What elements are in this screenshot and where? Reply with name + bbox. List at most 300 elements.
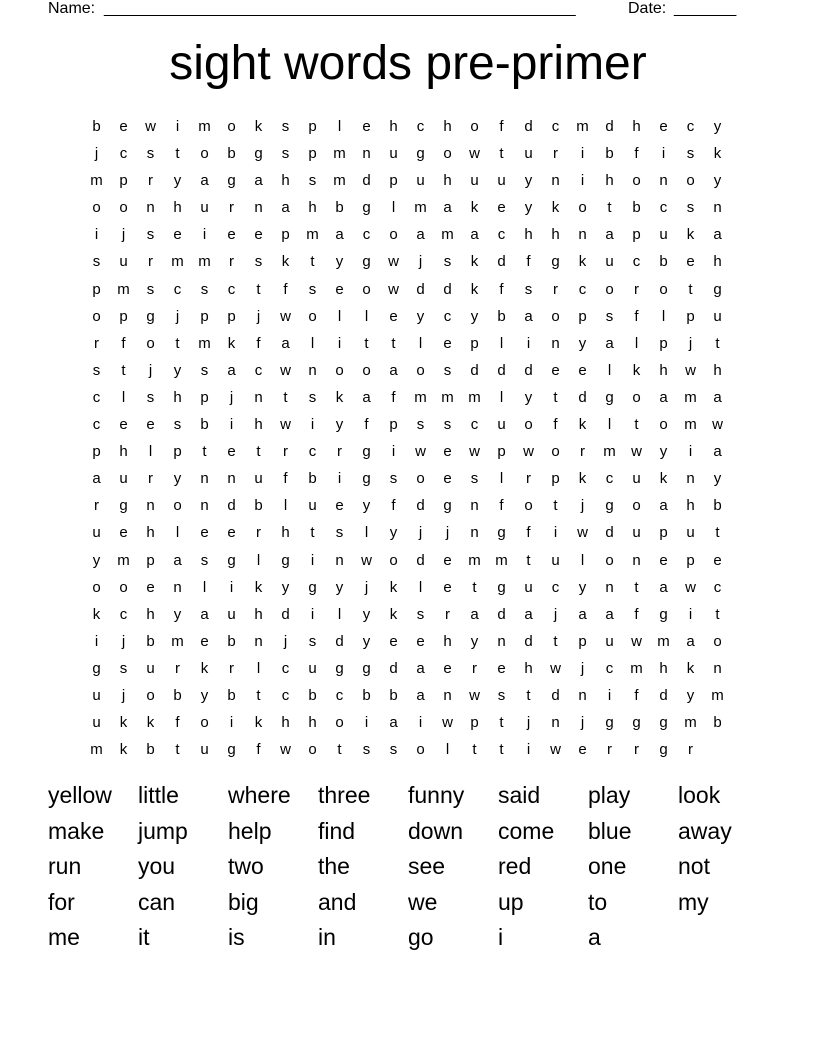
grid-letter[interactable]: b xyxy=(92,118,101,135)
grid-letter[interactable]: s xyxy=(416,416,425,434)
grid-letter[interactable]: s xyxy=(524,280,533,298)
grid-letter[interactable]: c xyxy=(632,253,641,271)
grid-letter[interactable]: t xyxy=(499,714,504,732)
grid-letter[interactable]: u xyxy=(416,172,425,190)
grid-letter[interactable]: s xyxy=(443,361,452,379)
grid-letter[interactable]: n xyxy=(443,686,452,704)
grid-letter[interactable]: k xyxy=(254,118,263,135)
grid-letter[interactable]: c xyxy=(443,307,452,325)
grid-letter[interactable]: p xyxy=(389,172,398,190)
grid-letter[interactable]: r xyxy=(607,741,612,759)
grid-letter[interactable]: d xyxy=(578,388,587,406)
grid-letter[interactable]: w xyxy=(550,741,561,759)
grid-letter[interactable]: p xyxy=(173,443,182,461)
grid-letter[interactable]: i xyxy=(175,118,180,135)
grid-letter[interactable]: b xyxy=(308,470,317,488)
grid-letter[interactable]: f xyxy=(634,307,639,325)
grid-letter[interactable]: i xyxy=(553,524,558,542)
grid-letter[interactable]: f xyxy=(634,605,639,623)
grid-letter[interactable]: h xyxy=(308,714,317,732)
grid-letter[interactable]: s xyxy=(200,551,209,569)
grid-letter[interactable]: f xyxy=(553,416,558,434)
grid-letter[interactable]: g xyxy=(308,578,317,596)
grid-letter[interactable]: s xyxy=(281,145,290,163)
grid-letter[interactable]: k xyxy=(146,714,155,732)
grid-letter[interactable]: l xyxy=(364,524,369,542)
grid-letter[interactable]: r xyxy=(688,741,693,759)
grid-letter[interactable]: i xyxy=(202,226,207,244)
grid-letter[interactable]: a xyxy=(605,334,614,352)
grid-letter[interactable]: e xyxy=(227,226,236,244)
grid-letter[interactable]: o xyxy=(659,416,668,434)
grid-letter[interactable]: t xyxy=(526,551,531,569)
grid-letter[interactable]: n xyxy=(146,199,155,217)
grid-letter[interactable]: f xyxy=(499,118,504,135)
grid-letter[interactable]: s xyxy=(254,253,263,271)
grid-letter[interactable]: l xyxy=(121,388,126,406)
grid-letter[interactable]: w xyxy=(280,361,291,379)
grid-letter[interactable]: n xyxy=(578,686,587,704)
grid-letter[interactable]: k xyxy=(578,253,587,271)
grid-letter[interactable]: n xyxy=(470,524,479,542)
grid-letter[interactable]: p xyxy=(470,334,479,352)
grid-letter[interactable]: k xyxy=(119,714,128,732)
grid-letter[interactable]: r xyxy=(94,334,99,352)
grid-letter[interactable]: f xyxy=(175,714,180,732)
grid-letter[interactable]: n xyxy=(335,551,344,569)
grid-letter[interactable]: c xyxy=(551,118,560,135)
grid-letter[interactable]: f xyxy=(391,497,396,515)
grid-letter[interactable]: h xyxy=(632,118,641,135)
grid-letter[interactable]: o xyxy=(632,388,641,406)
grid-letter[interactable]: m xyxy=(657,632,670,650)
grid-letter[interactable]: c xyxy=(281,659,290,677)
grid-letter[interactable]: g xyxy=(416,145,425,163)
grid-letter[interactable]: k xyxy=(578,470,587,488)
grid-letter[interactable]: c xyxy=(119,145,128,163)
grid-letter[interactable]: c xyxy=(686,118,695,135)
grid-letter[interactable]: j xyxy=(688,334,693,352)
grid-letter[interactable]: d xyxy=(551,686,560,704)
grid-letter[interactable]: b xyxy=(605,145,614,163)
grid-letter[interactable]: g xyxy=(713,280,722,298)
grid-letter[interactable]: r xyxy=(337,443,342,461)
grid-letter[interactable]: j xyxy=(121,686,126,704)
grid-letter[interactable]: e xyxy=(119,524,128,542)
grid-letter[interactable]: b xyxy=(389,686,398,704)
grid-letter[interactable]: n xyxy=(254,632,263,650)
grid-letter[interactable]: u xyxy=(713,307,722,325)
grid-letter[interactable]: p xyxy=(686,551,695,569)
grid-letter[interactable]: e xyxy=(578,741,587,759)
grid-letter[interactable]: l xyxy=(499,334,504,352)
grid-letter[interactable]: b xyxy=(173,686,182,704)
grid-letter[interactable]: s xyxy=(92,253,101,271)
grid-letter[interactable]: r xyxy=(553,145,558,163)
grid-letter[interactable]: u xyxy=(470,172,479,190)
grid-letter[interactable]: m xyxy=(333,145,346,163)
grid-letter[interactable]: j xyxy=(229,388,234,406)
grid-letter[interactable]: p xyxy=(659,524,668,542)
grid-letter[interactable]: t xyxy=(256,443,261,461)
grid-letter[interactable]: p xyxy=(146,551,155,569)
grid-letter[interactable]: h xyxy=(713,253,722,271)
grid-letter[interactable]: u xyxy=(686,524,695,542)
grid-letter[interactable]: h xyxy=(605,172,614,190)
grid-letter[interactable]: c xyxy=(470,416,479,434)
grid-letter[interactable]: s xyxy=(443,253,452,271)
grid-letter[interactable]: g xyxy=(362,253,371,271)
grid-letter[interactable]: r xyxy=(634,741,639,759)
grid-letter[interactable]: m xyxy=(198,334,211,352)
grid-letter[interactable]: g xyxy=(227,551,236,569)
grid-letter[interactable]: t xyxy=(175,334,180,352)
grid-letter[interactable]: k xyxy=(389,605,398,623)
grid-letter[interactable]: b xyxy=(146,741,155,759)
grid-letter[interactable]: g xyxy=(605,388,614,406)
grid-letter[interactable]: y xyxy=(200,686,209,704)
grid-letter[interactable]: l xyxy=(607,416,612,434)
grid-letter[interactable]: n xyxy=(659,172,668,190)
grid-letter[interactable]: u xyxy=(92,714,101,732)
grid-letter[interactable]: e xyxy=(335,280,344,298)
grid-letter[interactable]: s xyxy=(146,145,155,163)
grid-letter[interactable]: o xyxy=(119,578,128,596)
grid-letter[interactable]: f xyxy=(499,280,504,298)
grid-letter[interactable]: w xyxy=(145,118,156,135)
grid-letter[interactable]: a xyxy=(470,605,479,623)
grid-letter[interactable]: o xyxy=(524,497,533,515)
grid-letter[interactable]: w xyxy=(361,551,372,569)
grid-letter[interactable]: r xyxy=(526,470,531,488)
grid-letter[interactable]: j xyxy=(580,659,585,677)
grid-letter[interactable]: u xyxy=(92,686,101,704)
grid-letter[interactable]: e xyxy=(713,551,722,569)
grid-letter[interactable]: t xyxy=(256,280,261,298)
grid-letter[interactable]: w xyxy=(388,253,399,271)
grid-letter[interactable]: p xyxy=(389,416,398,434)
grid-letter[interactable]: y xyxy=(524,388,533,406)
grid-letter[interactable]: b xyxy=(146,632,155,650)
grid-letter[interactable]: e xyxy=(146,578,155,596)
grid-letter[interactable]: w xyxy=(280,741,291,759)
grid-letter[interactable]: l xyxy=(256,551,261,569)
grid-letter[interactable]: i xyxy=(337,334,342,352)
grid-letter[interactable]: u xyxy=(605,632,614,650)
grid-letter[interactable]: s xyxy=(146,280,155,298)
grid-letter[interactable]: k xyxy=(389,578,398,596)
grid-letter[interactable]: l xyxy=(634,334,639,352)
grid-letter[interactable]: d xyxy=(497,253,506,271)
grid-letter[interactable]: y xyxy=(92,551,101,569)
grid-letter[interactable]: a xyxy=(713,443,722,461)
grid-letter[interactable]: u xyxy=(254,470,263,488)
grid-letter[interactable]: s xyxy=(146,226,155,244)
grid-letter[interactable]: o xyxy=(92,199,101,217)
grid-letter[interactable]: m xyxy=(684,714,697,732)
grid-letter[interactable]: u xyxy=(227,605,236,623)
grid-letter[interactable]: c xyxy=(92,388,101,406)
grid-letter[interactable]: b xyxy=(497,307,506,325)
grid-letter[interactable]: f xyxy=(526,524,531,542)
grid-letter[interactable]: s xyxy=(200,280,209,298)
grid-letter[interactable]: o xyxy=(389,551,398,569)
grid-letter[interactable]: m xyxy=(576,118,589,135)
grid-letter[interactable]: g xyxy=(605,497,614,515)
grid-letter[interactable]: t xyxy=(553,388,558,406)
grid-letter[interactable]: w xyxy=(280,307,291,325)
grid-letter[interactable]: s xyxy=(470,470,479,488)
grid-letter[interactable]: r xyxy=(472,659,477,677)
grid-letter[interactable]: h xyxy=(551,226,560,244)
grid-letter[interactable]: u xyxy=(92,524,101,542)
grid-letter[interactable]: f xyxy=(634,145,639,163)
grid-letter[interactable]: k xyxy=(470,280,479,298)
grid-letter[interactable]: b xyxy=(227,632,236,650)
grid-letter[interactable]: d xyxy=(497,361,506,379)
grid-letter[interactable]: u xyxy=(389,145,398,163)
grid-letter[interactable]: u xyxy=(605,253,614,271)
grid-letter[interactable]: e xyxy=(578,361,587,379)
grid-letter[interactable]: f xyxy=(634,686,639,704)
grid-letter[interactable]: j xyxy=(418,253,423,271)
grid-letter[interactable]: y xyxy=(173,172,182,190)
grid-letter[interactable]: s xyxy=(308,632,317,650)
grid-letter[interactable]: l xyxy=(283,497,288,515)
grid-letter[interactable]: a xyxy=(659,578,668,596)
grid-letter[interactable]: g xyxy=(281,551,290,569)
grid-letter[interactable]: s xyxy=(281,118,290,135)
grid-letter[interactable]: b xyxy=(713,497,722,515)
grid-letter[interactable]: h xyxy=(173,199,182,217)
grid-letter[interactable]: o xyxy=(308,307,317,325)
grid-letter[interactable]: n xyxy=(551,172,560,190)
grid-letter[interactable]: s xyxy=(605,307,614,325)
grid-letter[interactable]: h xyxy=(686,497,695,515)
grid-letter[interactable]: o xyxy=(470,118,479,135)
grid-letter[interactable]: t xyxy=(715,605,720,623)
grid-letter[interactable]: o xyxy=(200,714,209,732)
grid-letter[interactable]: m xyxy=(468,551,481,569)
grid-letter[interactable]: t xyxy=(121,361,126,379)
grid-letter[interactable]: p xyxy=(281,226,290,244)
grid-letter[interactable]: s xyxy=(362,741,371,759)
grid-letter[interactable]: r xyxy=(148,172,153,190)
grid-letter[interactable]: b xyxy=(254,497,263,515)
grid-letter[interactable]: d xyxy=(281,605,290,623)
grid-letter[interactable]: t xyxy=(472,578,477,596)
grid-letter[interactable]: p xyxy=(497,443,506,461)
grid-letter[interactable]: e xyxy=(146,416,155,434)
grid-letter[interactable]: r xyxy=(175,659,180,677)
grid-letter[interactable]: g xyxy=(632,714,641,732)
grid-letter[interactable]: s xyxy=(335,524,344,542)
grid-letter[interactable]: u xyxy=(200,199,209,217)
grid-letter[interactable]: h xyxy=(146,605,155,623)
grid-letter[interactable]: t xyxy=(688,280,693,298)
grid-letter[interactable]: p xyxy=(308,145,317,163)
grid-letter[interactable]: d xyxy=(416,280,425,298)
grid-letter[interactable]: a xyxy=(416,659,425,677)
grid-letter[interactable]: w xyxy=(631,632,642,650)
grid-letter[interactable]: n xyxy=(578,226,587,244)
grid-letter[interactable]: o xyxy=(416,741,425,759)
grid-letter[interactable]: a xyxy=(200,605,209,623)
grid-letter[interactable]: y xyxy=(173,605,182,623)
grid-letter[interactable]: l xyxy=(337,605,342,623)
grid-letter[interactable]: m xyxy=(603,443,616,461)
grid-letter[interactable]: b xyxy=(362,686,371,704)
grid-letter[interactable]: s xyxy=(686,199,695,217)
grid-letter[interactable]: r xyxy=(553,280,558,298)
grid-letter[interactable]: c xyxy=(416,118,425,135)
grid-letter[interactable]: w xyxy=(631,443,642,461)
grid-letter[interactable]: r xyxy=(148,470,153,488)
grid-letter[interactable]: h xyxy=(254,605,263,623)
grid-letter[interactable]: o xyxy=(389,226,398,244)
grid-letter[interactable]: h xyxy=(443,118,452,135)
grid-letter[interactable]: y xyxy=(524,199,533,217)
grid-letter[interactable]: c xyxy=(497,226,506,244)
grid-letter[interactable]: e xyxy=(389,307,398,325)
grid-letter[interactable]: e xyxy=(497,199,506,217)
grid-letter[interactable]: p xyxy=(578,307,587,325)
grid-letter[interactable]: s xyxy=(416,605,425,623)
grid-letter[interactable]: y xyxy=(335,416,344,434)
grid-letter[interactable]: j xyxy=(580,497,585,515)
grid-letter[interactable]: t xyxy=(175,145,180,163)
grid-letter[interactable]: n xyxy=(551,334,560,352)
grid-letter[interactable]: w xyxy=(469,145,480,163)
grid-letter[interactable]: l xyxy=(148,443,153,461)
grid-letter[interactable]: t xyxy=(634,416,639,434)
grid-letter[interactable]: p xyxy=(578,632,587,650)
grid-letter[interactable]: n xyxy=(254,199,263,217)
grid-letter[interactable]: f xyxy=(526,253,531,271)
grid-letter[interactable]: y xyxy=(659,443,668,461)
grid-letter[interactable]: s xyxy=(686,145,695,163)
grid-letter[interactable]: a xyxy=(713,226,722,244)
grid-letter[interactable]: w xyxy=(523,443,534,461)
grid-letter[interactable]: g xyxy=(551,253,560,271)
grid-letter[interactable]: m xyxy=(90,172,103,190)
grid-letter[interactable]: h xyxy=(524,226,533,244)
grid-letter[interactable]: y xyxy=(281,578,290,596)
grid-letter[interactable]: e xyxy=(497,659,506,677)
grid-letter[interactable]: k xyxy=(200,659,209,677)
grid-letter[interactable]: m xyxy=(117,280,130,298)
grid-letter[interactable]: i xyxy=(94,226,99,244)
grid-letter[interactable]: o xyxy=(632,172,641,190)
grid-letter[interactable]: d xyxy=(605,524,614,542)
grid-letter[interactable]: k xyxy=(632,361,641,379)
grid-letter[interactable]: i xyxy=(337,470,342,488)
grid-letter[interactable]: l xyxy=(661,307,666,325)
grid-letter[interactable]: p xyxy=(200,307,209,325)
grid-letter[interactable]: f xyxy=(364,416,369,434)
grid-letter[interactable]: y xyxy=(389,524,398,542)
grid-letter[interactable]: w xyxy=(442,714,453,732)
grid-letter[interactable]: i xyxy=(364,714,369,732)
grid-letter[interactable]: g xyxy=(227,172,236,190)
grid-letter[interactable]: m xyxy=(117,551,130,569)
grid-letter[interactable]: a xyxy=(605,226,614,244)
grid-letter[interactable]: p xyxy=(200,388,209,406)
grid-letter[interactable]: k xyxy=(470,253,479,271)
grid-letter[interactable]: u xyxy=(632,470,641,488)
grid-letter[interactable]: l xyxy=(418,578,423,596)
grid-letter[interactable]: e xyxy=(443,334,452,352)
grid-letter[interactable]: c xyxy=(92,416,101,434)
grid-letter[interactable]: r xyxy=(229,199,234,217)
grid-letter[interactable]: l xyxy=(607,361,612,379)
grid-letter[interactable]: r xyxy=(229,659,234,677)
grid-letter[interactable]: s xyxy=(200,361,209,379)
grid-letter[interactable]: f xyxy=(256,334,261,352)
grid-letter[interactable]: m xyxy=(171,253,184,271)
grid-letter[interactable]: n xyxy=(713,199,722,217)
grid-letter[interactable]: n xyxy=(227,470,236,488)
grid-letter[interactable]: g xyxy=(362,659,371,677)
grid-letter[interactable]: o xyxy=(416,470,425,488)
grid-letter[interactable]: a xyxy=(389,714,398,732)
grid-letter[interactable]: d xyxy=(416,551,425,569)
grid-letter[interactable]: l xyxy=(580,551,585,569)
grid-letter[interactable]: g xyxy=(362,470,371,488)
grid-letter[interactable]: o xyxy=(92,307,101,325)
grid-letter[interactable]: r xyxy=(445,605,450,623)
grid-letter[interactable]: b xyxy=(632,199,641,217)
grid-letter[interactable]: k xyxy=(713,145,722,163)
grid-letter[interactable]: u xyxy=(551,551,560,569)
grid-letter[interactable]: a xyxy=(659,388,668,406)
grid-letter[interactable]: f xyxy=(499,497,504,515)
grid-letter[interactable]: l xyxy=(337,307,342,325)
grid-letter[interactable]: k xyxy=(119,741,128,759)
grid-letter[interactable]: o xyxy=(659,280,668,298)
grid-letter[interactable]: h xyxy=(443,172,452,190)
grid-letter[interactable]: t xyxy=(364,334,369,352)
grid-letter[interactable]: c xyxy=(605,470,614,488)
grid-letter[interactable]: h xyxy=(281,524,290,542)
grid-letter[interactable]: k xyxy=(578,416,587,434)
grid-letter[interactable]: o xyxy=(686,172,695,190)
grid-letter[interactable]: h xyxy=(524,659,533,677)
grid-letter[interactable]: e xyxy=(659,551,668,569)
grid-letter[interactable]: o xyxy=(416,361,425,379)
grid-letter[interactable]: t xyxy=(472,741,477,759)
grid-letter[interactable]: y xyxy=(335,578,344,596)
grid-letter[interactable]: w xyxy=(685,361,696,379)
grid-letter[interactable]: l xyxy=(337,118,342,135)
grid-letter[interactable]: h xyxy=(659,659,668,677)
grid-letter[interactable]: p xyxy=(119,307,128,325)
grid-letter[interactable]: u xyxy=(119,253,128,271)
grid-letter[interactable]: e xyxy=(119,416,128,434)
grid-letter[interactable]: a xyxy=(254,172,263,190)
grid-letter[interactable]: a xyxy=(524,307,533,325)
grid-letter[interactable]: l xyxy=(175,524,180,542)
grid-letter[interactable]: n xyxy=(551,714,560,732)
grid-letter[interactable]: t xyxy=(553,497,558,515)
grid-letter[interactable]: s xyxy=(92,361,101,379)
grid-letter[interactable]: j xyxy=(175,307,180,325)
grid-letter[interactable]: p xyxy=(92,443,101,461)
grid-letter[interactable]: t xyxy=(202,443,207,461)
grid-letter[interactable]: t xyxy=(499,145,504,163)
grid-letter[interactable]: w xyxy=(712,416,723,434)
grid-letter[interactable]: l xyxy=(445,741,450,759)
